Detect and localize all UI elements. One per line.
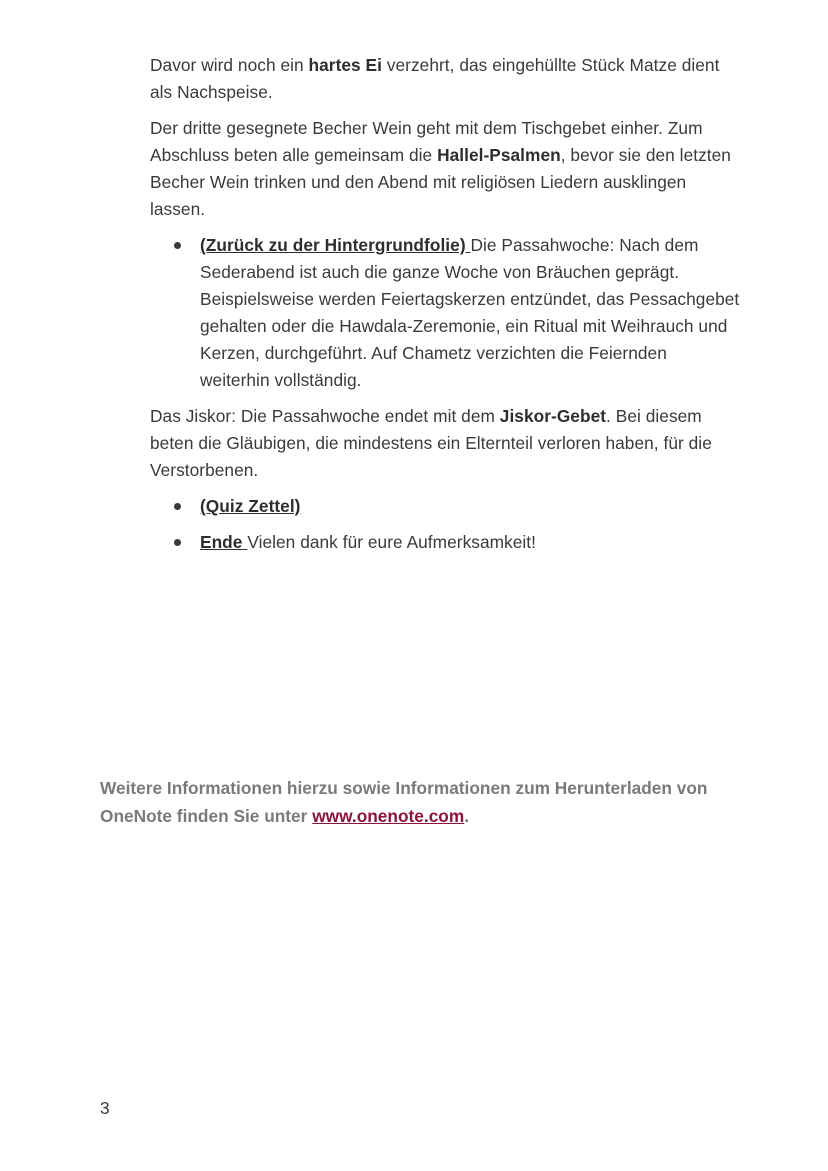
body-text <box>150 52 740 565</box>
bold-term: Hallel-Psalmen <box>437 145 561 165</box>
bullet-list-end <box>150 493 740 556</box>
bullet-text: Vielen dank für eure Aufmerksamkeit! <box>247 532 536 552</box>
bullet-dot-icon <box>174 539 181 546</box>
paragraph-text: Davor wird noch ein <box>150 55 309 75</box>
paragraph-hartes-ei <box>150 52 740 106</box>
link-quiz-zettel[interactable]: (Quiz Zettel) <box>200 496 301 516</box>
paragraph-text: . Bei diesem beten die Gläubigen, die mindestens ein Elternteil verloren haben, für die Verstorbenen. <box>150 406 712 480</box>
bold-term: hartes Ei <box>308 55 382 75</box>
page-number: 3 <box>100 1098 110 1118</box>
paragraph-text: verzehrt, das eingehüllte Stück Matze dient als Nachspeise. <box>150 55 720 102</box>
bullet-dot-icon <box>174 242 181 249</box>
link-ende[interactable]: Ende <box>200 532 248 552</box>
bullet-item <box>150 232 740 394</box>
bullet-list-passahwoche <box>150 232 740 394</box>
paragraph-text: Der dritte gesegnete Becher Wein geht mit dem Tischgebet einher. Zum Abschluss beten alle gemeinsam die <box>150 118 703 165</box>
footer-text: . <box>464 806 470 826</box>
bullet-item <box>150 493 740 520</box>
bold-term: Jiskor-Gebet <box>499 406 607 426</box>
paragraph-text: Das Jiskor: Die Passahwoche endet mit dem <box>150 406 500 426</box>
paragraph-jiskor <box>150 403 740 484</box>
bullet-item <box>150 529 740 556</box>
bullet-dot-icon <box>174 503 181 510</box>
footer-text: Weitere Informationen hierzu sowie Informationen zum Herunterladen von OneNote finden Sie unter <box>100 778 708 826</box>
onenote-info <box>100 774 760 830</box>
bullet-text: Die Passahwoche: Nach dem Sederabend ist auch die ganze Woche von Bräuchen geprägt. Beispielsweise werden Feiertagskerzen entzündet, das Pessachgebet gehalten oder die Hawdala-Zeremonie, ein Ritual mit Weihrauch und Kerzen, durchgeführt. Auf Chametz verzichten die Feiernden weiterhin vollständig. <box>200 235 740 390</box>
paragraph-dritter-becher <box>150 115 740 223</box>
link-zurueck-hintergrundfolie[interactable]: (Zurück zu der Hintergrundfolie) <box>200 235 471 255</box>
paragraph-text: , bevor sie den letzten Becher Wein trinken und den Abend mit religiösen Liedern ausklingen lassen. <box>150 145 731 219</box>
onenote-link[interactable]: www.onenote.com <box>312 806 465 826</box>
